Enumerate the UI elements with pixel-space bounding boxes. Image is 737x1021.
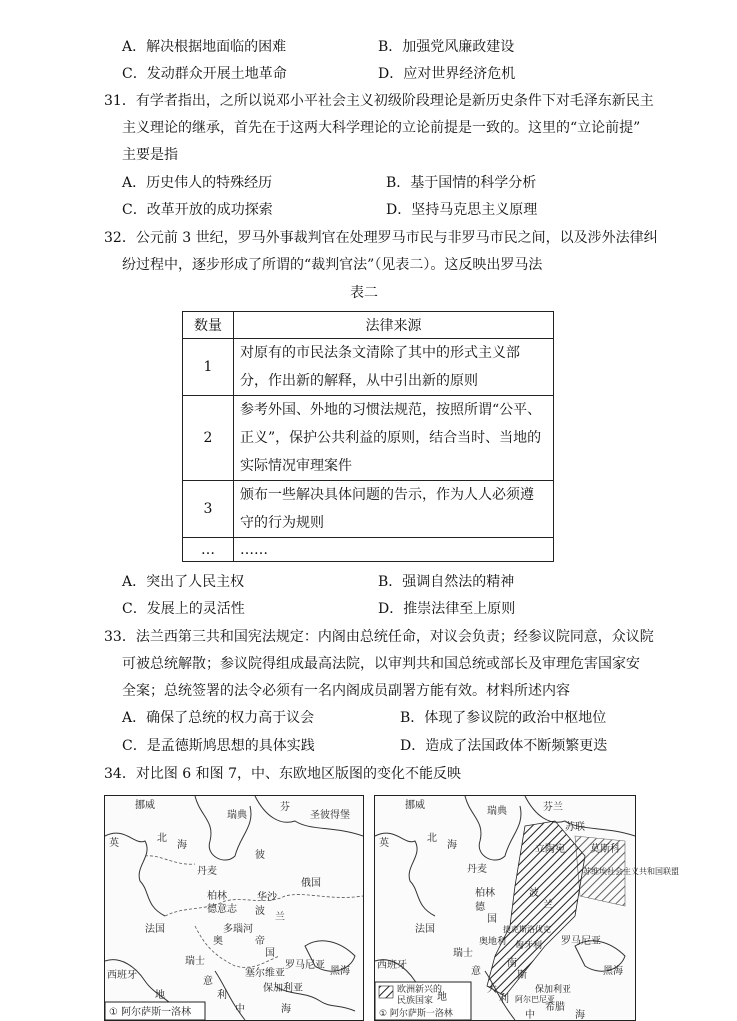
svg-text:希腊: 希腊 (545, 1002, 565, 1013)
svg-text:罗马尼亚: 罗马尼亚 (285, 960, 325, 971)
svg-text:德意志: 德意志 (207, 904, 237, 915)
law-source-table (182, 311, 554, 562)
svg-text:多瑙河: 多瑙河 (223, 924, 253, 935)
q31-option-a: A．历史伟人的特殊经历 (122, 175, 273, 191)
svg-text:地: 地 (437, 992, 447, 1003)
svg-text:中: 中 (525, 1010, 535, 1021)
svg-text:大: 大 (487, 984, 497, 995)
map-figure-6-svg (105, 796, 363, 1020)
table-cell-num: … (183, 538, 234, 562)
q33-option-b: B．体现了参议院的政治中枢地位 (400, 710, 607, 726)
table-cell-num: 1 (183, 339, 234, 396)
svg-text:莫斯科: 莫斯科 (590, 844, 620, 855)
svg-text:瑞士: 瑞士 (185, 956, 205, 967)
table-header-count: 数量 (183, 312, 234, 339)
svg-text:意: 意 (203, 976, 213, 987)
table-cell-text: 对原有的市民法条文清除了其中的形式主义部分，作出新的解释，从中引出新的原则 (234, 339, 554, 396)
svg-text:塞尔维亚: 塞尔维亚 (245, 968, 285, 979)
table-caption: 表二 (350, 285, 378, 301)
table-cell-num: 2 (183, 396, 234, 481)
svg-text:瑞士: 瑞士 (453, 948, 473, 959)
svg-text:保加利亚: 保加利亚 (535, 985, 572, 995)
svg-text:挪威: 挪威 (135, 800, 155, 811)
q31-option-c: C．改革开放的成功探索 (122, 202, 273, 218)
svg-text:圣彼得堡: 圣彼得堡 (310, 810, 350, 821)
svg-text:西班牙: 西班牙 (377, 960, 407, 971)
q30-option-a: A．解决根据地面临的困难 (122, 39, 287, 55)
svg-text:匈牙利: 匈牙利 (515, 941, 543, 951)
svg-text:国: 国 (265, 948, 275, 959)
q30-option-c: C．发动群众开展土地革命 (122, 66, 287, 82)
svg-text:华沙: 华沙 (257, 892, 277, 903)
q32-option-d: D．推崇法律至上原则 (378, 601, 516, 617)
table-row (183, 339, 554, 396)
table-row (183, 481, 554, 538)
svg-text:① 阿尔萨斯一洛林: ① 阿尔萨斯一洛林 (109, 1007, 192, 1018)
table-cell-text: 参考外国、外地的习惯法规范，按照所谓“公平、正义”，保护公共利益的原则，结合当时、当地的实际情况审理案件 (234, 396, 554, 481)
q34-stem-line1: 34．对比图 6 和图 7，中、东欧地区版图的变化不能反映 (104, 766, 461, 782)
svg-text:瑞典: 瑞典 (227, 810, 247, 821)
svg-text:瑞典: 瑞典 (487, 806, 507, 817)
q33-option-d: D．造成了法国政体不断频繁更迭 (400, 738, 608, 754)
svg-text:柏林: 柏林 (475, 888, 495, 899)
q33-stem-line3: 全案；总统签署的法令必须有一名内阁成员副署方能有效。材料所述内容 (122, 683, 570, 699)
svg-text:利: 利 (499, 994, 509, 1005)
svg-text:欧洲新兴的: 欧洲新兴的 (397, 985, 443, 995)
svg-text:彼: 彼 (255, 850, 265, 861)
svg-text:利: 利 (217, 990, 227, 1001)
svg-text:帝: 帝 (255, 936, 265, 947)
svg-text:法国: 法国 (145, 924, 165, 935)
table-cell-text: 颁布一些解决具体问题的告示，作为人人必须遵守的行为规则 (234, 481, 554, 538)
table-row (183, 538, 554, 562)
svg-text:海: 海 (281, 1004, 291, 1015)
svg-text:英: 英 (379, 838, 389, 849)
svg-text:奥地利: 奥地利 (479, 937, 507, 947)
table-header-source: 法律来源 (234, 312, 554, 339)
svg-text:地: 地 (155, 990, 165, 1001)
svg-text:北: 北 (427, 833, 437, 844)
svg-text:芬: 芬 (280, 802, 290, 813)
q31-option-b: B．基于国情的科学分析 (386, 175, 537, 191)
svg-text:海: 海 (447, 840, 457, 851)
svg-text:斯: 斯 (517, 970, 527, 981)
map-figure-6 (104, 795, 364, 1021)
svg-text:苏联: 苏联 (565, 822, 585, 833)
svg-text:波: 波 (255, 906, 265, 917)
svg-text:西班牙: 西班牙 (107, 970, 137, 981)
svg-text:民族国家: 民族国家 (397, 996, 434, 1006)
table-row (183, 396, 554, 481)
svg-text:法国: 法国 (415, 924, 435, 935)
q32-option-c: C．发展上的灵活性 (122, 601, 245, 617)
svg-text:兰: 兰 (543, 900, 553, 911)
svg-text:兰: 兰 (275, 912, 285, 923)
svg-text:阿尔巴尼亚: 阿尔巴尼亚 (515, 995, 555, 1004)
map-figure-7-svg (375, 796, 679, 1021)
svg-text:波: 波 (529, 888, 539, 899)
q33-stem-line1: 33．法兰西第三共和国宪法规定：内阁由总统任命，对议会负责；经参议院同意，众议院 (104, 629, 654, 645)
svg-text:丹麦: 丹麦 (197, 866, 217, 877)
svg-text:中: 中 (235, 1004, 245, 1015)
svg-text:罗马尼亚: 罗马尼亚 (561, 936, 601, 947)
svg-text:捷克斯洛伐克: 捷克斯洛伐克 (503, 925, 551, 934)
q33-option-c: C．是孟德斯鸠思想的具体实践 (122, 738, 315, 754)
q33-option-a: A．确保了总统的权力高于议会 (122, 710, 315, 726)
table-cell-num: 3 (183, 481, 234, 538)
svg-text:俄国: 俄国 (301, 878, 321, 889)
svg-text:国: 国 (487, 914, 497, 925)
table-header-row (183, 312, 554, 339)
q31-stem-line1: 31．有学者指出，之所以说邓小平社会主义初级阶段理论是新历史条件下对毛泽东新民主 (104, 93, 654, 109)
svg-text:柏林: 柏林 (207, 891, 227, 902)
svg-text:挪威: 挪威 (405, 800, 425, 811)
q31-stem-line2: 主义理论的继承，首先在于这两大科学理论的立论前提是一致的。这里的“立论前提” (122, 120, 641, 136)
q31-option-d: D．坚持马克思主义原理 (386, 202, 538, 218)
q32-stem-line1: 32．公元前 3 世纪，罗马外事裁判官在处理罗马市民与非罗马市民之间，以及涉外法律纠 (104, 230, 658, 246)
svg-text:英: 英 (109, 838, 119, 849)
svg-text:奥: 奥 (213, 936, 223, 947)
svg-text:① 阿尔萨斯一洛林: ① 阿尔萨斯一洛林 (379, 1009, 453, 1019)
svg-text:芬兰: 芬兰 (543, 802, 563, 813)
svg-text:南: 南 (507, 958, 517, 969)
table-cell-text: …… (234, 538, 554, 562)
q32-option-a: A．突出了人民主权 (122, 574, 245, 590)
q33-stem-line2: 可被总统解散；参议院得组成最高法院，以审判共和国总统或部长及审理危害国家安 (122, 656, 640, 672)
svg-text:海: 海 (575, 1010, 585, 1021)
q30-option-d: D．应对世界经济危机 (378, 66, 516, 82)
svg-text:保加利亚: 保加利亚 (263, 983, 303, 994)
svg-text:黑海: 黑海 (330, 966, 350, 977)
q32-stem-line2: 纷过程中，逐步形成了所谓的“裁判官法”（见表二）。这反映出罗马法 (122, 257, 543, 273)
svg-text:北: 北 (157, 833, 167, 844)
svg-text:苏维埃社会主义共和国联盟: 苏维埃社会主义共和国联盟 (583, 867, 679, 876)
svg-text:黑海: 黑海 (603, 966, 623, 977)
svg-text:意: 意 (471, 966, 481, 977)
q30-option-b: B．加强党风廉政建设 (378, 39, 515, 55)
q32-option-b: B．强调自然法的精神 (378, 574, 515, 590)
q31-stem-line3: 主要是指 (122, 147, 178, 163)
svg-text:丹麦: 丹麦 (467, 864, 487, 875)
map-figure-7 (374, 795, 679, 1021)
svg-text:德: 德 (475, 902, 485, 913)
svg-text:立陶宛: 立陶宛 (535, 844, 565, 855)
svg-text:海: 海 (177, 840, 187, 851)
